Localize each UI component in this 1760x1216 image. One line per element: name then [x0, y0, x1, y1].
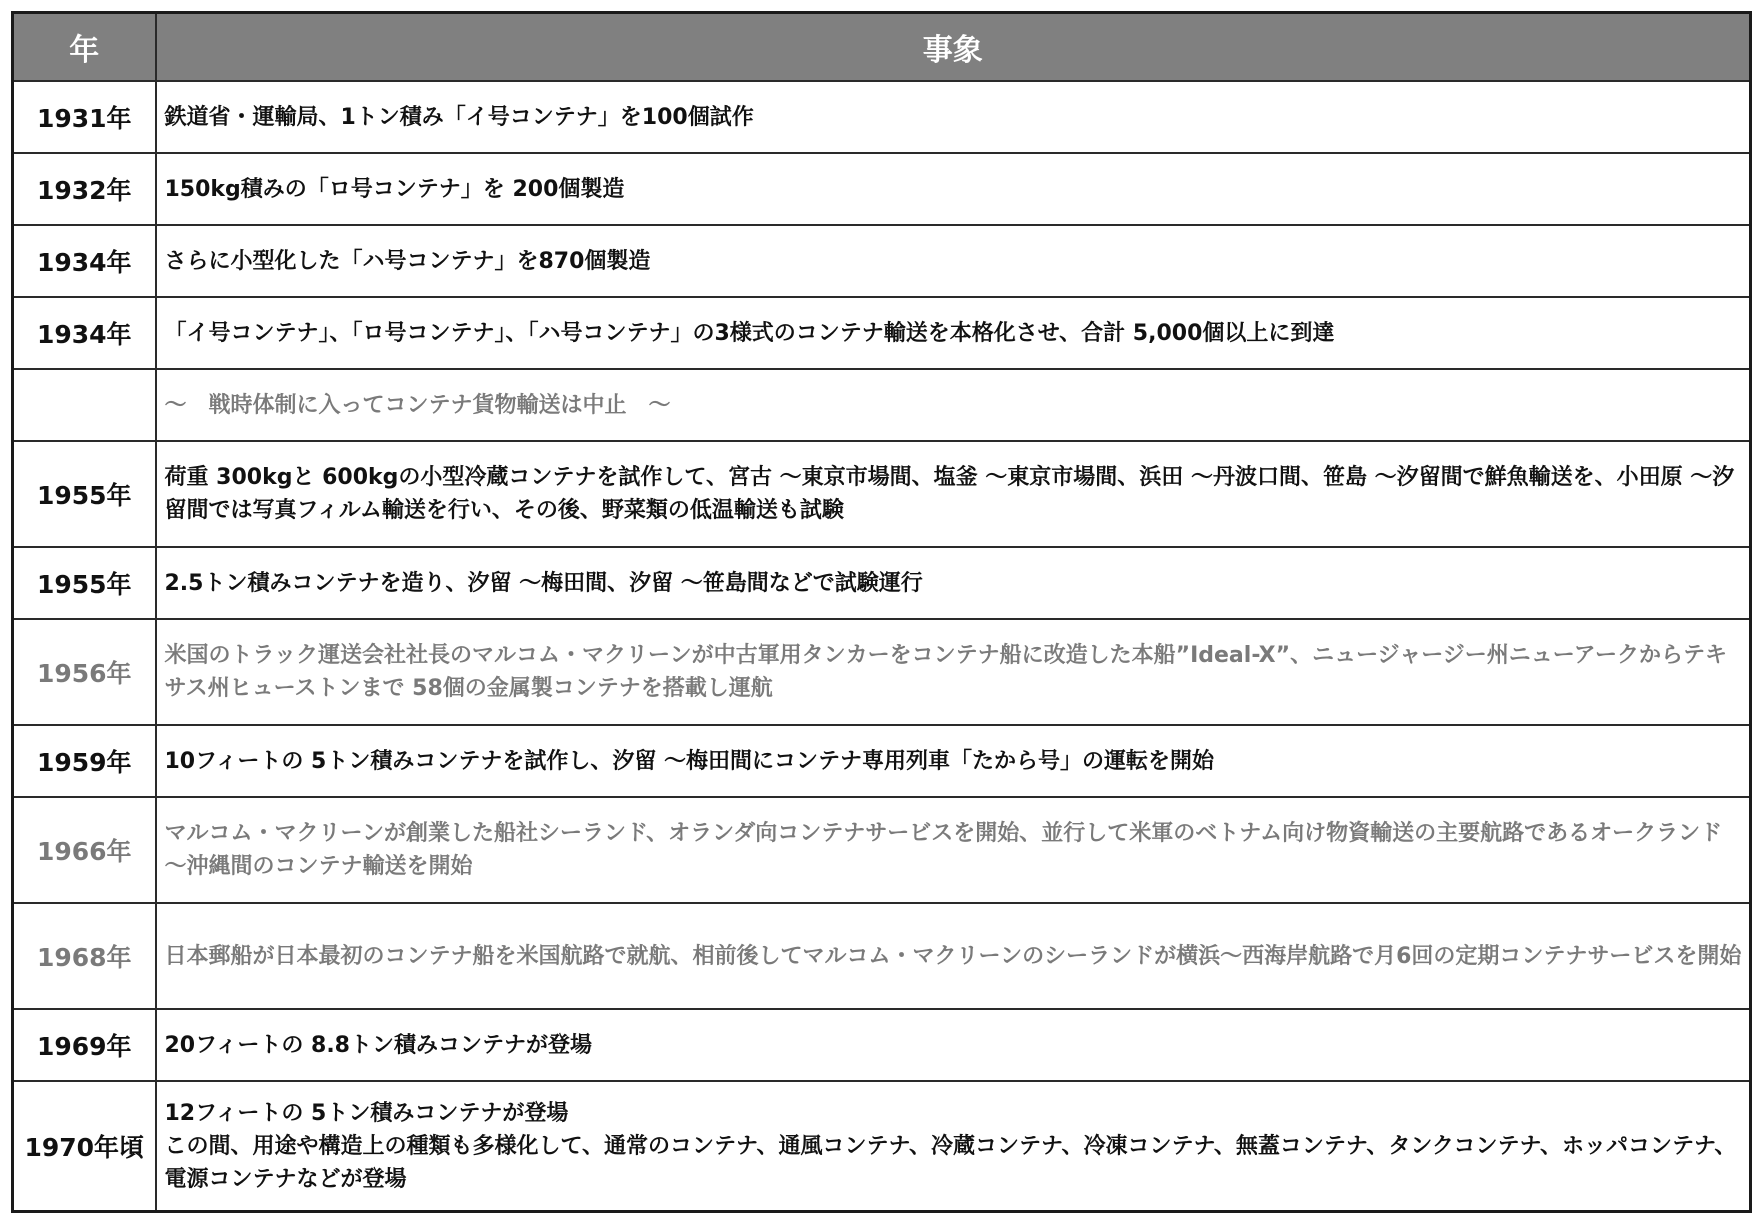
- table-row: [13, 725, 1751, 797]
- year-cell: 1931年: [13, 81, 156, 153]
- event-line: 12フィートの 5トン積みコンテナが登場: [164, 1100, 569, 1126]
- event-cell: 米国のトラック運送会社社長のマルコム・マクリーンが中古軍用タンカーをコンテナ船に改造した本船”Ideal-X”、ニュージャージー州ニューアークからテキサス州ヒューストンまで 58個の金属製コンテナを搭載し運航: [156, 619, 1751, 725]
- year-cell: 1959年: [13, 725, 156, 797]
- table-row: [13, 297, 1751, 369]
- table-row: [13, 225, 1751, 297]
- year-cell: 1956年: [13, 619, 156, 725]
- event-cell: 20フィートの 8.8トン積みコンテナが登場: [156, 1009, 1751, 1081]
- event-cell: 「イ号コンテナ」、「ロ号コンテナ」、「ハ号コンテナ」の3様式のコンテナ輸送を本格化させ、合計 5,000個以上に到達: [156, 297, 1751, 369]
- year-cell: 1934年: [13, 225, 156, 297]
- year-cell: 1932年: [13, 153, 156, 225]
- container-history-table: [11, 11, 1752, 1213]
- event-cell: 鉄道省・運輸局、1トン積み「イ号コンテナ」を100個試作: [156, 81, 1751, 153]
- year-cell: 1955年: [13, 441, 156, 547]
- event-line: この間、用途や構造上の種類も多様化して、通常のコンテナ、通風コンテナ、冷蔵コンテナ、冷凍コンテナ、無蓋コンテナ、タンクコンテナ、ホッパコンテナ、電源コンテナなどが登場: [164, 1133, 1737, 1192]
- event-cell: 荷重 300kgと 600kgの小型冷蔵コンテナを試作して、宮古 ～東京市場間、塩釜 ～東京市場間、浜田 ～丹波口間、笹島 ～汐留間で鮮魚輸送を、小田原 ～汐留間では写真フィルム輸送を行い、その後、野菜類の低温輸送も試験: [156, 441, 1751, 547]
- table-row: [13, 153, 1751, 225]
- event-cell: 2.5トン積みコンテナを造り、汐留 ～梅田間、汐留 ～笹島間などで試験運行: [156, 547, 1751, 619]
- year-column-header: 年: [13, 13, 156, 82]
- year-cell: 1955年: [13, 547, 156, 619]
- event-cell: [156, 1081, 1751, 1212]
- table-row: [13, 441, 1751, 547]
- table-row: [13, 1009, 1751, 1081]
- table-row: [13, 1081, 1751, 1212]
- year-cell: [13, 369, 156, 441]
- year-cell: 1970年頃: [13, 1081, 156, 1212]
- header-row: [13, 13, 1751, 82]
- table-header: [13, 13, 1751, 82]
- table-row: [13, 547, 1751, 619]
- table-row: [13, 81, 1751, 153]
- table-row: [13, 619, 1751, 725]
- table-row: [13, 797, 1751, 903]
- table-body: [13, 81, 1751, 1212]
- history-table-container: [11, 11, 1749, 1213]
- event-cell: ～ 戦時体制に入ってコンテナ貨物輸送は中止 ～: [156, 369, 1751, 441]
- year-cell: 1969年: [13, 1009, 156, 1081]
- year-cell: 1966年: [13, 797, 156, 903]
- event-cell: 150kg積みの「ロ号コンテナ」を 200個製造: [156, 153, 1751, 225]
- table-row: [13, 903, 1751, 1009]
- event-cell: マルコム・マクリーンが創業した船社シーランド、オランダ向コンテナサービスを開始、並行して米軍のベトナム向け物資輸送の主要航路であるオークランド～沖縄間のコンテナ輸送を開始: [156, 797, 1751, 903]
- event-cell: さらに小型化した「ハ号コンテナ」を870個製造: [156, 225, 1751, 297]
- event-cell: 日本郵船が日本最初のコンテナ船を米国航路で就航、相前後してマルコム・マクリーンのシーランドが横浜～西海岸航路で月6回の定期コンテナサービスを開始: [156, 903, 1751, 1009]
- event-column-header: 事象: [156, 13, 1751, 82]
- year-cell: 1968年: [13, 903, 156, 1009]
- year-cell: 1934年: [13, 297, 156, 369]
- table-row: [13, 369, 1751, 441]
- event-cell: 10フィートの 5トン積みコンテナを試作し、汐留 ～梅田間にコンテナ専用列車「たから号」の運転を開始: [156, 725, 1751, 797]
